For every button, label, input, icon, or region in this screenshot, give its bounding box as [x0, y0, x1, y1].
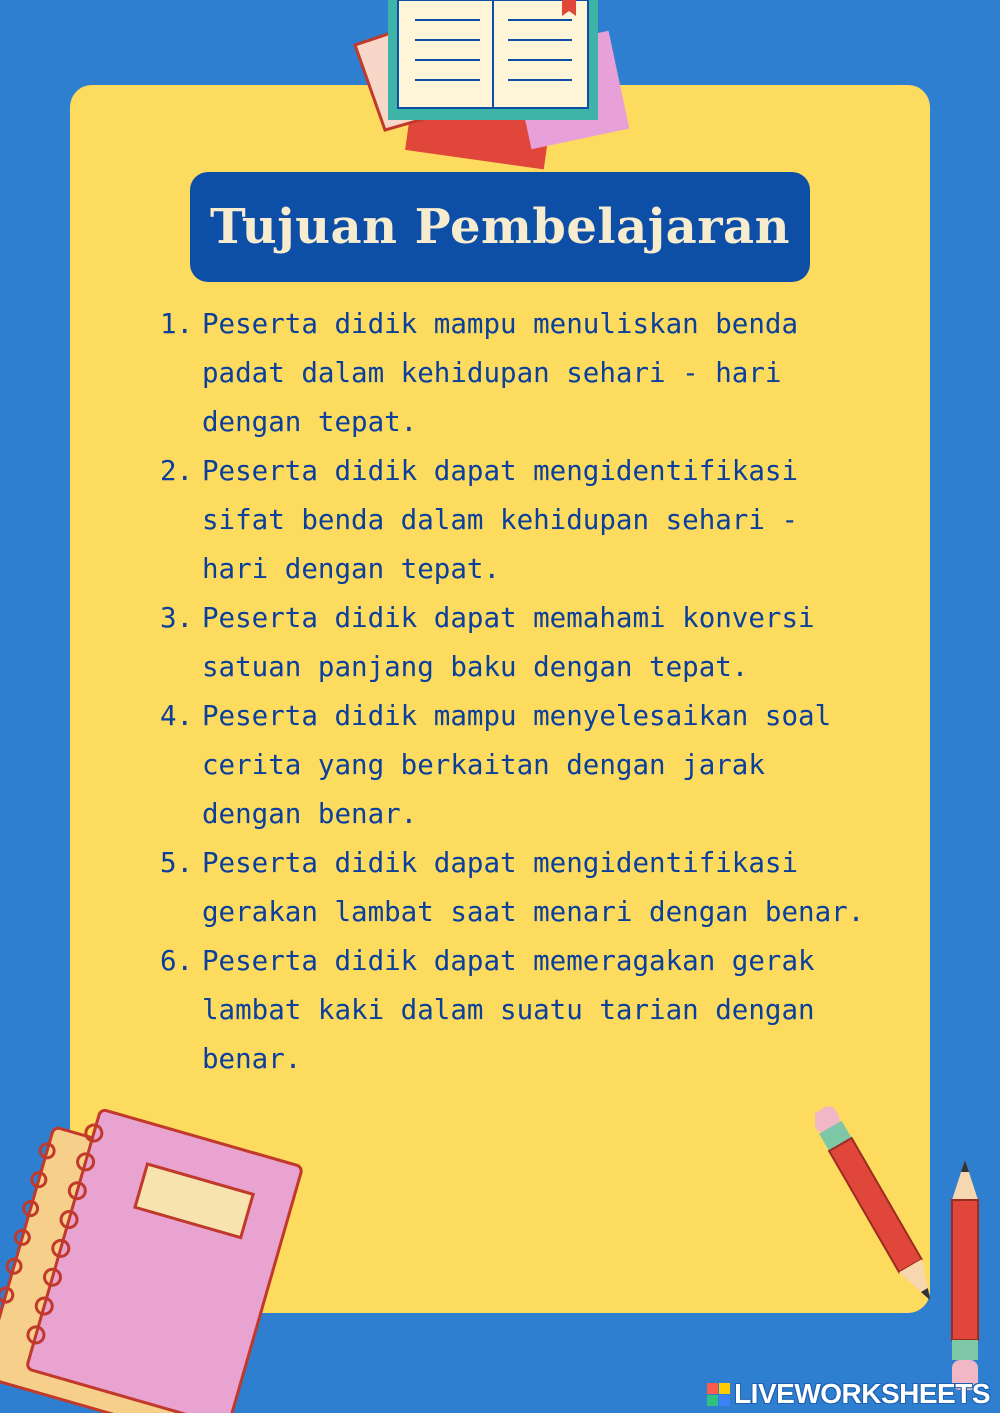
open-book-icon	[340, 0, 640, 180]
list-item	[160, 937, 880, 1084]
item-text: Peserta didik dapat memahami konversi satuan panjang baku dengan tepat.	[202, 602, 815, 683]
item-number: 4.	[160, 700, 194, 732]
liveworksheets-logo-icon	[707, 1383, 730, 1406]
item-number: 6.	[160, 945, 194, 977]
item-text: Peserta didik dapat memeragakan gerak lambat kaki dalam suatu tarian dengan benar.	[202, 945, 815, 1075]
objectives-list	[160, 300, 880, 1084]
list-item	[160, 447, 880, 594]
pencil-icon	[815, 1095, 940, 1325]
item-number: 1.	[160, 308, 194, 340]
item-text: Peserta didik dapat mengidentifikasi sifat benda dalam kehidupan sehari - hari dengan tepat.	[202, 455, 799, 585]
list-item	[160, 594, 880, 692]
item-number: 3.	[160, 602, 194, 634]
list-item	[160, 839, 880, 937]
title-banner	[190, 172, 810, 282]
item-number: 2.	[160, 455, 194, 487]
notebook-icon	[0, 1100, 310, 1413]
page-title: Tujuan Pembelajaran	[209, 199, 790, 255]
liveworksheets-watermark	[707, 1378, 990, 1409]
item-number: 5.	[160, 847, 194, 879]
item-text: Peserta didik dapat mengidentifikasi gerakan lambat saat menari dengan benar.	[202, 847, 865, 928]
watermark-text: LIVEWORKSHEETS	[734, 1378, 990, 1409]
item-text: Peserta didik mampu menuliskan benda padat dalam kehidupan sehari - hari dengan tepat.	[202, 308, 799, 438]
item-text: Peserta didik mampu menyelesaikan soal cerita yang berkaitan dengan jarak dengan benar.	[202, 700, 832, 830]
list-item	[160, 300, 880, 447]
list-item	[160, 692, 880, 839]
pencil-icon	[940, 1160, 990, 1390]
